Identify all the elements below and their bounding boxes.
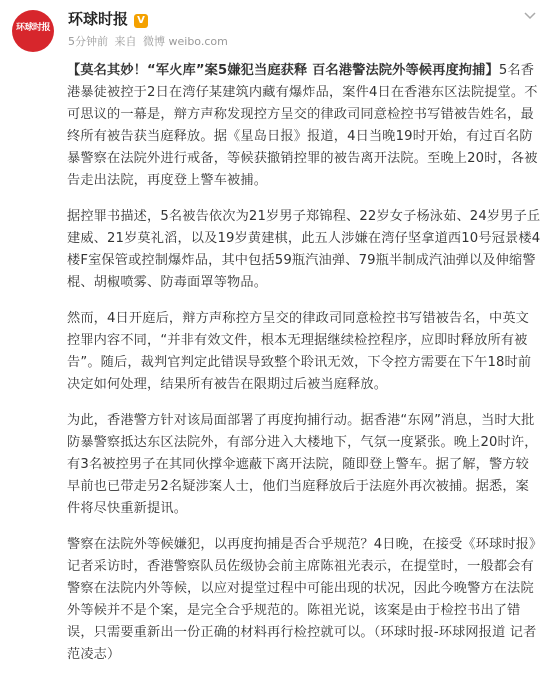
- paragraph-3: 然而，4日开庭后，辩方声称控方呈交的律政司同意检控书写错被告名，中英文控罪内容不同，“并非有效文件，根本无理据继续检控程序，应即时释放所有被告”。随后，裁判官判定此错误导致整个聆讯无效，下令控方需要在下午18时前决定如何处理，结果所有被告在限期过后被当庭释放。: [67, 311, 532, 392]
- post-meta: [68, 33, 231, 49]
- paragraph-5: 警察在法院外等候嫌犯，以再度拘捕是否合乎规范？4日晚，在接受《环球时报》记者采访时，香港警察队员佐级协会前主席陈祖光表示，在提堂时，一般都会有警察在法院内外等候，以应对提堂过程中可能出现的状况，因此今晚警方在法院外等候并不是个案，是完全合乎规范的。陈祖光说，该案是由于检控书出了错误，只需要重新出一份正确的材料再行检控就可以。（环球时报-环球网报道 记者范凌志）: [67, 537, 537, 662]
- post-content: [67, 60, 541, 680]
- avatar-logo-text: 环球时报: [16, 23, 51, 33]
- paragraph-1: [67, 60, 541, 192]
- account-name[interactable]: 环球时报: [68, 10, 129, 28]
- post-headline: 【莫名其妙！“军火库”案5嫌犯当庭获释 百名港警法院外等候再度拘捕】: [67, 63, 499, 78]
- verified-badge-icon: V: [134, 14, 148, 28]
- source-prefix: 来自: [114, 35, 137, 48]
- account-name-row: [68, 8, 148, 29]
- post-time[interactable]: 5分钟前: [68, 35, 108, 48]
- paragraph-4: 为此，香港警方针对该局面部署了再度拘捕行动。据香港“东网”消息，当时大批防暴警察抵达东区法院外，有部分进入大楼地下，气氛一度紧张。晚上20时许，有3名被控男子在其同伙撑伞遮蔽下离开法院，随即登上警车。据了解，警方较早前也已带走另2名疑涉案人士，他们当庭释放后于法庭外再次被捕。据悉，案件将尽快重新提讯。: [67, 413, 538, 516]
- paragraph-1-text: 5名香港暴徒被控于2日在湾仔某建筑内藏有爆炸品，案件4日在香港东区法院提堂。不可思议的一幕是，辩方声称发现控方呈交的律政司同意检控书写错被告姓名，最终所有被告获当庭释放。据《星岛日报》报道，4日当晚19时开始，有过百名防暴警察在法院外进行戒备，等候获撤销控罪的被告离开法院。至晚上20时，各被告走出法院，再度登上警车被捕。: [67, 63, 538, 188]
- post-header: [0, 0, 550, 58]
- paragraph-2: 据控罪书描述，5名被告依次为21岁男子郑锦程、22岁女子杨泳茹、24岁男子丘建威、21岁莫礼滔，以及19岁黄建棋，此五人涉嫌在湾仔坚拿道西10号冠景楼4楼F室保管或控制爆炸品，其中包括59瓶汽油弹、79瓶半制成汽油弹以及伸缩警棍、胡椒喷雾、防毒面罩等物品。: [67, 209, 541, 290]
- chevron-down-icon[interactable]: [524, 12, 536, 20]
- avatar[interactable]: [12, 10, 54, 52]
- post-source[interactable]: 微博 weibo.com: [143, 35, 228, 48]
